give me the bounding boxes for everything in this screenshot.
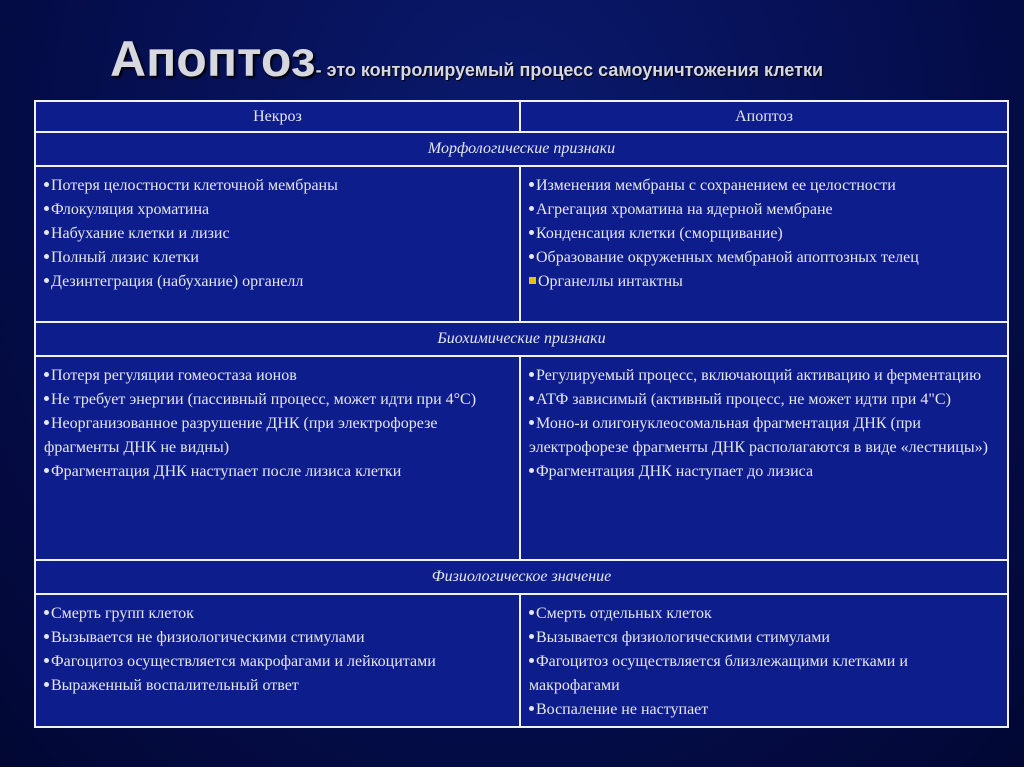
comparison-table <box>34 100 1009 728</box>
bullet-icon <box>44 182 49 187</box>
bullet-icon <box>529 658 534 663</box>
section-title: Биохимические признаки <box>35 322 1008 356</box>
list-item: Флокуляция хроматина <box>44 198 513 222</box>
table-row <box>35 594 1008 727</box>
bullet-icon <box>529 182 534 187</box>
list-item: Смерть групп клеток <box>44 602 513 626</box>
section-row-biochemical <box>35 322 1008 356</box>
necrosis-cell <box>35 356 520 560</box>
list-item: Фагоцитоз осуществляется макрофагами и лейкоцитами <box>44 650 513 674</box>
bullet-icon <box>44 396 49 401</box>
list-item: Смерть отдельных клеток <box>529 602 1001 626</box>
list-item: Полный лизис клетки <box>44 246 513 270</box>
bullet-icon <box>44 658 49 663</box>
list-item: Фрагментация ДНК наступает после лизиса клетки <box>44 460 513 484</box>
square-bullet-icon <box>529 277 536 284</box>
list-item: Образование окруженных мембраной апоптозных телец <box>529 246 1001 270</box>
bullet-icon <box>44 468 49 473</box>
necrosis-cell <box>35 166 520 322</box>
list-item: Моно-и олигонуклеосомальная фрагментация ДНК (при электрофорезе фрагменты ДНК располагаются в виде «лестницы») <box>529 415 988 456</box>
title-main: Апоптоз <box>110 31 316 87</box>
bullet-icon <box>529 468 534 473</box>
bullet-icon <box>44 634 49 639</box>
list-item: Конденсация клетки (сморщивание) <box>529 222 1001 246</box>
list-item: Набухание клетки и лизис <box>44 222 513 246</box>
bullet-icon <box>44 278 49 283</box>
bullet-icon <box>529 254 534 259</box>
list-item: Регулируемый процесс, включающий активацию и ферментацию <box>529 364 1001 388</box>
table-row <box>35 166 1008 322</box>
list-item: Фрагментация ДНК наступает до лизиса <box>529 460 1001 484</box>
bullet-icon <box>529 706 534 711</box>
list-item: Неорганизованное разрушение ДНК (при электрофорезе фрагменты ДНК не видны) <box>44 415 438 456</box>
bullet-icon <box>529 420 534 425</box>
bullet-icon <box>44 682 49 687</box>
list-item: Изменения мембраны с сохранением ее целостности <box>529 174 1001 198</box>
necrosis-cell <box>35 594 520 727</box>
list-item: АТФ зависимый (активный процесс, не может идти при 4"С) <box>529 388 1001 412</box>
bullet-icon <box>529 634 534 639</box>
apoptosis-cell <box>520 594 1008 727</box>
section-row-physiological <box>35 560 1008 594</box>
bullet-icon <box>44 372 49 377</box>
slide-title <box>110 30 823 100</box>
apoptosis-cell <box>520 356 1008 560</box>
list-item: Выраженный воспалительный ответ <box>44 674 513 698</box>
list-item: Воспаление не наступает <box>529 698 1001 722</box>
section-title: Физиологическое значение <box>35 560 1008 594</box>
bullet-icon <box>529 396 534 401</box>
bullet-icon <box>44 230 49 235</box>
bullet-icon <box>529 206 534 211</box>
section-row-morphological <box>35 132 1008 166</box>
bullet-icon <box>529 230 534 235</box>
list-item: Потеря регуляции гомеостаза ионов <box>44 364 513 388</box>
section-title: Морфологические признаки <box>35 132 1008 166</box>
table-row <box>35 356 1008 560</box>
list-item: Органеллы интактны <box>529 270 1001 294</box>
apoptosis-cell <box>520 166 1008 322</box>
header-necrosis: Некроз <box>35 101 520 132</box>
header-apoptosis: Апоптоз <box>520 101 1008 132</box>
bullet-icon <box>44 610 49 615</box>
list-item: Дезинтеграция (набухание) органелл <box>44 270 513 294</box>
bullet-icon <box>44 206 49 211</box>
list-item: Не требует энергии (пассивный процесс, может идти при 4°С) <box>44 388 513 412</box>
bullet-icon <box>44 254 49 259</box>
list-item: Фагоцитоз осуществляется близлежащими клетками и макрофагами <box>529 653 908 694</box>
list-item: Вызывается не физиологическими стимулами <box>44 626 513 650</box>
bullet-icon <box>529 372 534 377</box>
bullet-icon <box>529 610 534 615</box>
list-item: Потеря целостности клеточной мембраны <box>44 174 513 198</box>
list-item: Вызывается физиологическими стимулами <box>529 626 1001 650</box>
title-subtitle: - это контролируемый процесс самоуничтожения клетки <box>315 60 824 80</box>
list-item: Агрегация хроматина на ядерной мембране <box>529 198 1001 222</box>
bullet-icon <box>44 420 49 425</box>
table-header-row <box>35 101 1008 132</box>
